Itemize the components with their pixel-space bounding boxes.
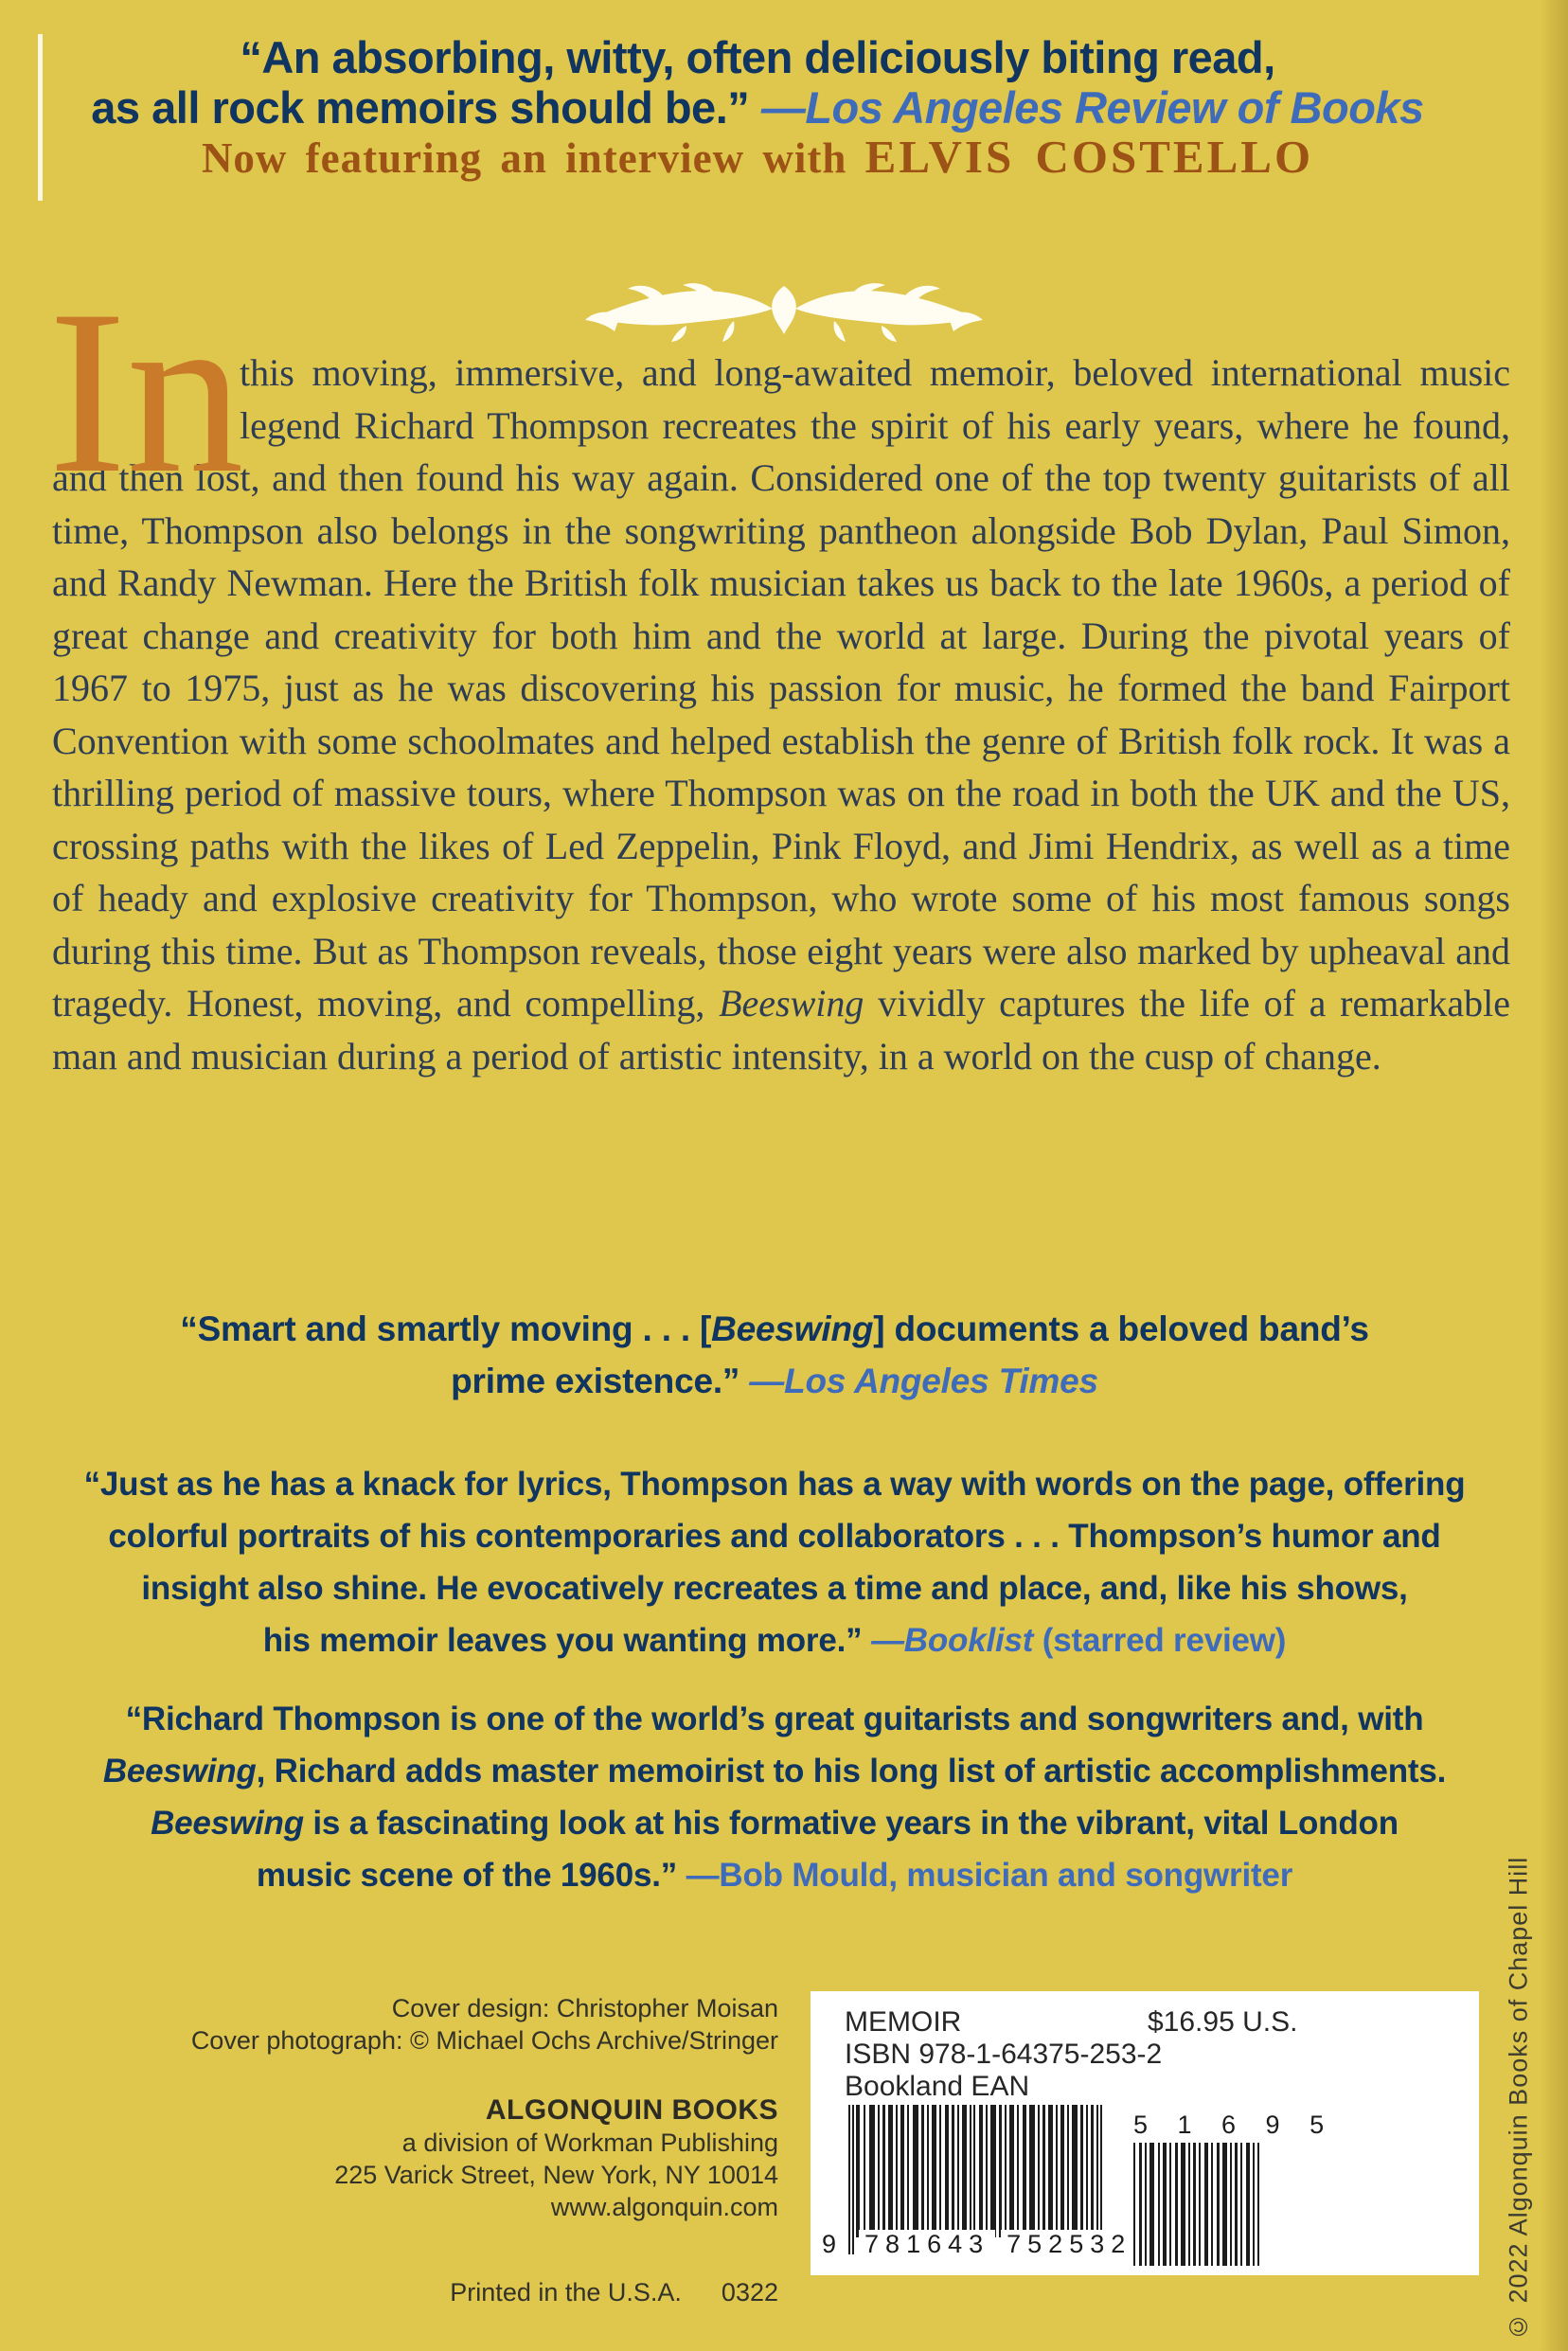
la-times-quote: [53, 1303, 1496, 1407]
quote-title-italic: Beeswing: [151, 1805, 304, 1842]
quote-text: “Richard Thompson is one of the world’s great guitarists and songwriters and, with: [125, 1701, 1424, 1737]
bob-mould-quote: [53, 1693, 1496, 1901]
top-quote-attribution: —Los Angeles Review of Books: [760, 82, 1424, 133]
quote-title-italic: Beeswing: [711, 1309, 874, 1348]
quote-title-italic: Beeswing: [102, 1753, 257, 1790]
quote-text: is a fascinating look at his formative years in the vibrant, vital London: [303, 1805, 1399, 1842]
quote-text: “Smart and smartly moving . . . [: [180, 1309, 712, 1348]
feature-announcement: [0, 133, 1515, 183]
cover-photo-credit: Cover photograph: © Michael Ochs Archive/Stringer: [190, 2026, 778, 2055]
quote-text: his memoir leaves you wanting more.”: [262, 1622, 871, 1659]
genre-label: MEMOIR: [845, 2006, 962, 2038]
publisher-address: 225 Varick Street, New York, NY 10014: [334, 2161, 778, 2189]
ean-digit-lead: 9: [822, 2230, 839, 2258]
barcode-panel: [811, 1991, 1479, 2275]
publisher-name: ALGONQUIN BOOKS: [485, 2094, 778, 2126]
publisher-credits: [0, 1992, 778, 2341]
publisher-website: www.algonquin.com: [550, 2193, 778, 2221]
top-quote-line1: “An absorbing, witty, often deliciously biting read,: [240, 32, 1275, 82]
ean-label: Bookland EAN: [845, 2071, 1030, 2102]
supplement-digits: 5 1 6 9 5: [1133, 2111, 1336, 2139]
feature-prefix: Now featuring an interview with: [201, 134, 865, 182]
ean-digit-group1: 781643: [859, 2230, 995, 2259]
quote-text: , Richard adds master memoirist to his long list of artistic accomplishments.: [256, 1753, 1447, 1790]
booklist-attribution-note: (starred review): [1033, 1622, 1287, 1659]
quote-text: “Just as he has a knack for lyrics, Thompson has a way with words on the page, offering: [83, 1466, 1466, 1503]
cover-edge-shadow: [1540, 0, 1568, 2351]
quote-text: prime existence.”: [451, 1362, 750, 1400]
feature-name: ELVIS COSTELLO: [864, 131, 1314, 183]
drop-cap: In: [48, 261, 244, 522]
printed-in-usa: Printed in the U.S.A.: [450, 2278, 682, 2306]
bob-mould-attribution: —Bob Mould, musician and songwriter: [686, 1857, 1293, 1894]
booklist-quote: [53, 1458, 1496, 1666]
ean-digits: [822, 2230, 1134, 2259]
printed-line: [0, 2244, 778, 2341]
floral-flourish-ornament: [580, 282, 988, 343]
book-description: [48, 261, 1510, 1082]
print-code: 0322: [721, 2278, 778, 2306]
booklist-attribution: —Booklist: [870, 1622, 1034, 1659]
isbn-label: ISBN 978-1-64375-253-2: [845, 2039, 1163, 2070]
quote-text: music scene of the 1960s.”: [256, 1857, 686, 1894]
la-times-attribution: —Los Angeles Times: [749, 1362, 1098, 1400]
edge-copyright: © 2022 Algonquin Books of Chapel Hill: [1504, 1856, 1533, 2341]
description-run1: this moving, immersive, and long-awaited memoir, beloved international music legend Richard Thompson recreates the spirit of his early years, where he found, and then lost, and then found his way again. Considered one of the top twenty guitarists of all time, Thompson also belongs in the songwriting pantheon alongside Bob Dylan, Paul Simon, and Randy Newman. Here the British folk musician takes us back to the late 1960s, a period of great change and creativity for both him and the world at large. During the pivotal years of 1967 to 1975, just as he was discovering his passion for music, he formed the band Fairport Convention with some schoolmates and helped establish the genre of British folk rock. It was a thrilling period of massive tours, where Thompson was on the road in both the UK and the US, crossing paths with the likes of Led Zeppelin, Pink Floyd, and Jimi Hendrix, as well as a time of heady and explosive creativity for Thompson, who wrote some of his most famous songs during this time. But as Thompson reveals, those eight years were also marked by upheaval and tragedy. Honest, moving, and compelling,: [52, 351, 1510, 1024]
price-label: $16.95 U.S.: [1148, 2006, 1298, 2038]
ean-digit-group2: 752532: [1001, 2230, 1137, 2259]
top-quote-line2: as all rock memoirs should be.”: [91, 82, 761, 133]
supplement-barcode: [1133, 2143, 1259, 2266]
quote-text: ] documents a beloved band’s: [873, 1309, 1369, 1348]
cover-design-credit: Cover design: Christopher Moisan: [391, 1994, 778, 2022]
price-supplement: [1133, 2111, 1336, 2266]
quote-text: insight also shine. He evocatively recreates a time and place, and, like his shows,: [141, 1570, 1408, 1607]
quote-text: colorful portraits of his contemporaries and collaborators . . . Thompson’s humor and: [108, 1518, 1441, 1555]
description-title-italic: Beeswing: [719, 982, 864, 1024]
publisher-division: a division of Workman Publishing: [401, 2128, 778, 2157]
top-review-quote: [0, 32, 1515, 133]
description-run3: vividly captures the life of a remarkable man and musician during a period of artistic intensity, in a world on the cusp of change.: [52, 982, 1510, 1078]
